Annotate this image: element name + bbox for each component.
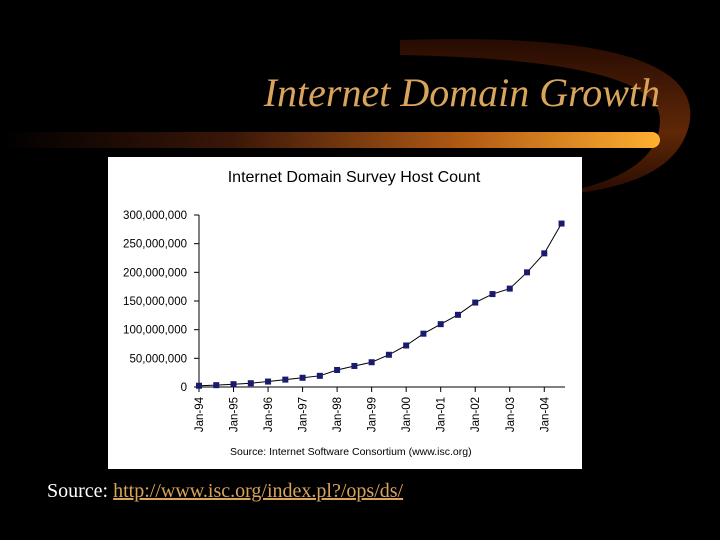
source-line bbox=[47, 478, 403, 504]
data-point-marker bbox=[507, 286, 513, 292]
x-tick-label: Jan-94 bbox=[194, 397, 206, 433]
y-tick-label: 300,000,000 bbox=[123, 210, 187, 222]
data-point-marker bbox=[248, 380, 254, 386]
chart-axes bbox=[123, 210, 565, 432]
data-point-marker bbox=[455, 312, 461, 318]
x-tick-label: Jan-97 bbox=[297, 397, 310, 433]
y-tick-label: 100,000,000 bbox=[123, 324, 187, 337]
x-tick-label: Jan-03 bbox=[504, 397, 517, 433]
series-line bbox=[199, 224, 562, 386]
chart-title: Internet Domain Survey Host Count bbox=[227, 169, 481, 186]
x-tick-label: Jan-01 bbox=[435, 397, 448, 433]
data-point-marker bbox=[403, 342, 409, 348]
data-point-marker bbox=[265, 379, 271, 385]
y-tick-label: 200,000,000 bbox=[123, 267, 187, 280]
data-point-marker bbox=[369, 359, 375, 365]
x-tick-label: Jan-96 bbox=[263, 397, 276, 433]
chart-source-note: Source: Internet Software Consortium (www.isc.org) bbox=[230, 446, 472, 458]
data-point-marker bbox=[317, 373, 323, 379]
x-tick-label: Jan-00 bbox=[401, 397, 414, 433]
source-prefix: Source: bbox=[47, 480, 109, 502]
chart-panel bbox=[108, 157, 582, 469]
data-point-marker bbox=[489, 291, 495, 297]
host-count-chart bbox=[108, 157, 582, 469]
data-point-marker bbox=[334, 367, 340, 373]
data-point-marker bbox=[559, 221, 565, 227]
data-point-marker bbox=[472, 300, 478, 306]
y-tick-label: 50,000,000 bbox=[129, 353, 187, 366]
x-tick-label: Jan-99 bbox=[366, 397, 379, 433]
data-point-marker bbox=[541, 250, 547, 256]
data-point-marker bbox=[438, 321, 444, 327]
data-point-marker bbox=[300, 375, 306, 381]
x-tick-label: Jan-02 bbox=[470, 397, 483, 433]
source-link[interactable]: http://www.isc.org/index.pl?/ops/ds/ bbox=[113, 480, 404, 502]
data-point-marker bbox=[196, 383, 202, 389]
data-point-marker bbox=[231, 381, 237, 387]
x-tick-label: Jan-95 bbox=[228, 397, 241, 433]
data-point-marker bbox=[351, 363, 357, 369]
y-tick-label: 150,000,000 bbox=[123, 296, 187, 308]
chart-series bbox=[196, 221, 565, 389]
data-point-marker bbox=[213, 382, 219, 388]
data-point-marker bbox=[524, 269, 530, 275]
data-point-marker bbox=[386, 352, 392, 358]
data-point-marker bbox=[282, 377, 288, 383]
slide-title: Internet Domain Growth bbox=[263, 70, 660, 115]
y-tick-label: 250,000,000 bbox=[123, 238, 187, 251]
data-point-marker bbox=[420, 331, 426, 337]
x-tick-label: Jan-98 bbox=[332, 397, 345, 433]
x-tick-label: Jan-04 bbox=[539, 397, 552, 433]
y-tick-label: 0 bbox=[180, 382, 187, 394]
